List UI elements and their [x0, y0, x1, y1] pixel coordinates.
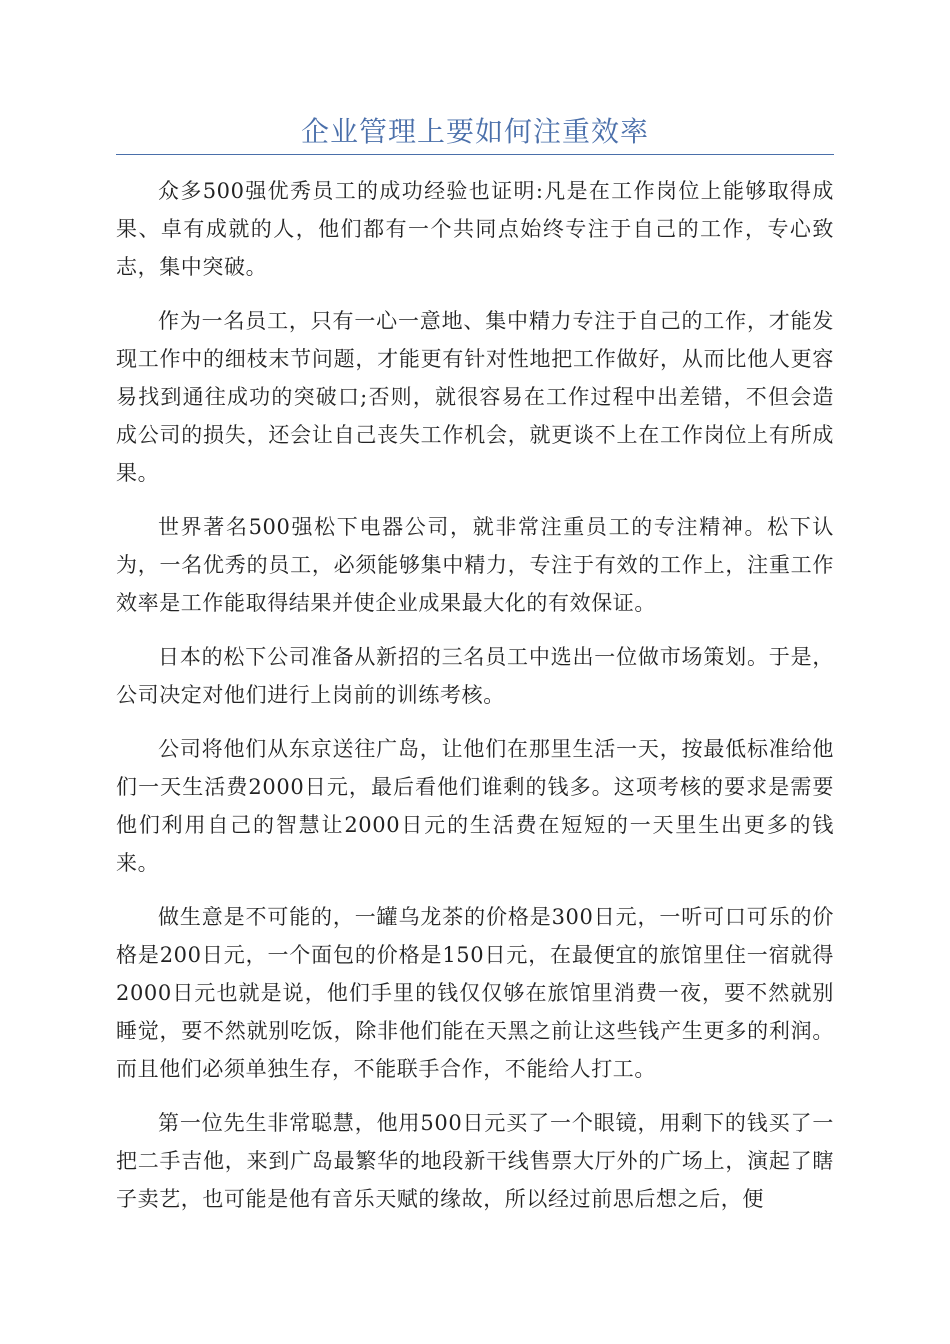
- title-underline: [116, 154, 834, 155]
- paragraph-7: 第一位先生非常聪慧，他用500日元买了一个眼镜，用剩下的钱买了一把二手吉他，来到广岛最繁华的地段新干线售票大厅外的广场上，演起了瞎子卖艺，也可能是他有音乐天赋的缘故，所以经过前思后想之后，便: [116, 1111, 834, 1211]
- paragraph-4: 日本的松下公司准备从新招的三名员工中选出一位做市场策划。于是，公司决定对他们进行上岗前的训练考核。: [116, 645, 834, 707]
- paragraph-3: 世界著名500强松下电器公司，就非常注重员工的专注精神。松下认为，一名优秀的员工，必须能够集中精力，专注于有效的工作上，注重工作效率是工作能取得结果并使企业成果最大化的有效保证。: [116, 515, 834, 615]
- paragraph-5: 公司将他们从东京送往广岛，让他们在那里生活一天，按最低标准给他们一天生活费2000日元，最后看他们谁剩的钱多。这项考核的要求是需要他们利用自己的智慧让2000日元的生活费在短短的一天里生出更多的钱来。: [116, 737, 834, 875]
- paragraph-2: 作为一名员工，只有一心一意地、集中精力专注于自己的工作，才能发现工作中的细枝末节问题，才能更有针对性地把工作做好，从而比他人更容易找到通往成功的突破口;否则，就很容易在工作过程中出差错，不但会造成公司的损失，还会让自己丧失工作机会，就更谈不上在工作岗位上有所成果。: [116, 309, 834, 485]
- paragraph-6: 做生意是不可能的，一罐乌龙茶的价格是300日元，一听可口可乐的价格是200日元，一个面包的价格是150日元，在最便宜的旅馆里住一宿就得2000日元也就是说，他们手里的钱仅仅够在旅馆里消费一夜，要不然就别睡觉，要不然就别吃饭，除非他们能在天黑之前让这些钱产生更多的利润。而且他们必须单独生存，不能联手合作，不能给人打工。: [116, 905, 834, 1081]
- document-body: [116, 172, 834, 1234]
- document-title: 企业管理上要如何注重效率: [300, 115, 649, 148]
- paragraph-1: 众多500强优秀员工的成功经验也证明:凡是在工作岗位上能够取得成果、卓有成就的人，他们都有一个共同点始终专注于自己的工作，专心致志，集中突破。: [116, 179, 834, 279]
